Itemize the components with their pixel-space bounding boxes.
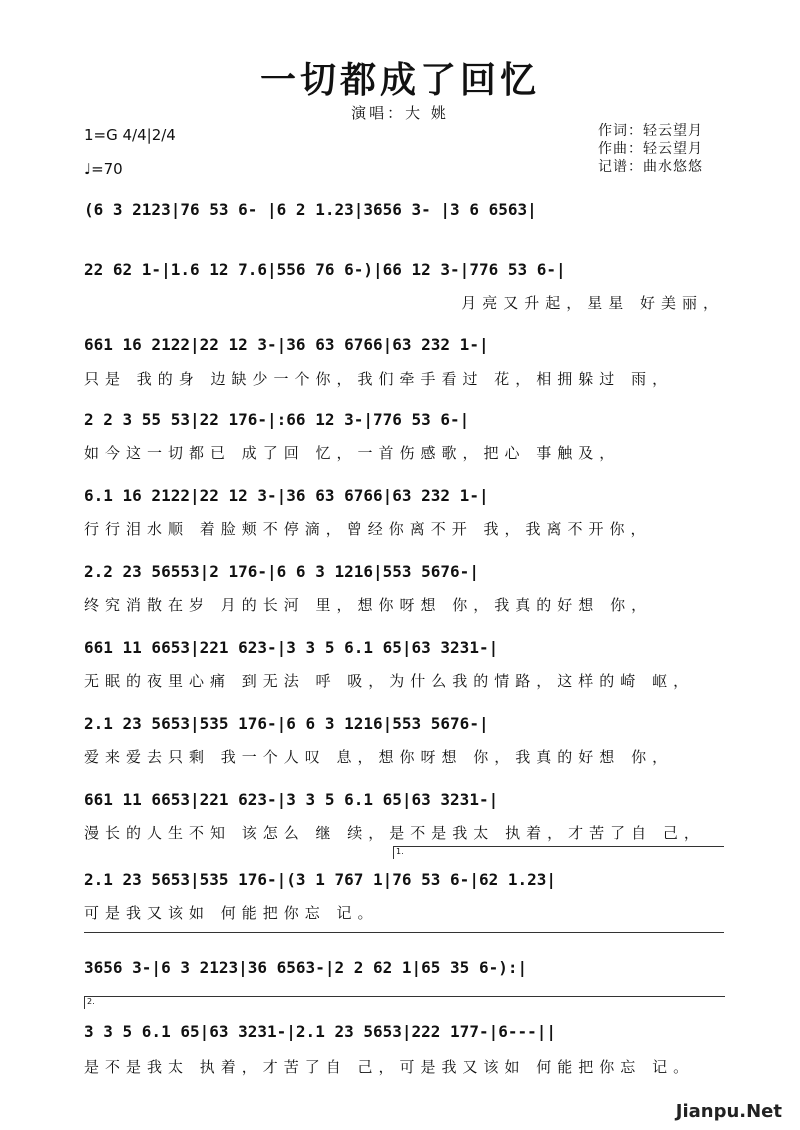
notation-row-6: 2.2 23 56553|2 176-|6 6 3 1216|553 5676-| — [84, 562, 479, 581]
lyric-row-6: 终究消散在岁 月的长河 里，想你呀想 你，我真的好想 你， — [84, 596, 653, 614]
song-title: 一切都成了回忆 — [259, 59, 540, 101]
lyric-row-12: 是不是我太 执着，才苦了自 己，可是我又该如 何能把你忘 记。 — [84, 1058, 695, 1076]
first-ending-bracket — [393, 846, 724, 859]
lyric-row-3: 只是 我的身 边缺少一个你，我们牵手看过 花，相拥躲过 雨， — [84, 370, 674, 388]
second-ending-label: 2. — [87, 997, 95, 1006]
site-watermark: Jianpu.Net — [675, 1101, 782, 1122]
notation-row-7: 661 11 6653|221 623-|3 3 5 6.1 65|63 3231-| — [84, 638, 499, 657]
notation-row-12: 3 3 5 6.1 65|63 3231-|2.1 23 5653|222 177-|6---|| — [84, 1022, 557, 1041]
lyricist-credit: 作词：轻云望月 — [598, 123, 703, 139]
lyric-row-7: 无眠的夜里心痛 到无法 呼 吸，为什么我的情路，这样的崎 岖， — [84, 672, 695, 690]
singer-credit: 演唱：大 姚 — [351, 104, 449, 122]
notation-row-10: 2.1 23 5653|535 176-|(3 1 767 1|76 53 6-|62 1.23| — [84, 870, 557, 889]
lyric-row-8: 爱来爱去只剩 我一个人叹 息，想你呀想 你，我真的好想 你， — [84, 748, 674, 766]
notation-row-2: 22 62 1-|1.6 12 7.6|556 76 6-)|66 12 3-|776 53 6-| — [84, 260, 566, 279]
notation-row-9: 661 11 6653|221 623-|3 3 5 6.1 65|63 3231-| — [84, 790, 499, 809]
lyric-row-9: 漫长的人生不知 该怎么 继 续，是不是我太 执着，才苦了自 己， — [84, 824, 705, 842]
notation-row-11: 3656 3-|6 3 2123|36 6563-|2 2 62 1|65 35 6-):| — [84, 958, 528, 977]
notation-row-8: 2.1 23 5653|535 176-|6 6 3 1216|553 5676-| — [84, 714, 489, 733]
credits-block — [598, 122, 703, 176]
key-signature: 1=G 4/4|2/4 — [84, 126, 176, 144]
first-ending-label: 1. — [396, 847, 404, 856]
lyric-row-5: 行行泪水顺 着脸颊不停滴，曾经你离不开 我，我离不开你， — [84, 520, 652, 538]
first-ending-continuation — [84, 932, 724, 945]
composer-credit: 作曲：轻云望月 — [598, 141, 703, 157]
notation-row-4: 2 2 3 55 53|22 176-|:66 12 3-|776 53 6-| — [84, 410, 470, 429]
tempo-marking: ♩=70 — [84, 160, 123, 178]
lyric-row-10: 可是我又该如 何能把你忘 记。 — [84, 904, 379, 922]
second-ending-bracket — [84, 996, 725, 1009]
transcriber-credit: 记谱：曲水悠悠 — [598, 159, 703, 175]
lyric-row-4: 如今这一切都已 成了回 忆，一首伤感歌，把心 事触及， — [84, 444, 621, 462]
notation-row-3: 661 16 2122|22 12 3-|36 63 6766|63 232 1-| — [84, 335, 489, 354]
lyric-row-2: 月亮又升起，星星 好美丽， — [461, 294, 724, 312]
notation-row-1: (6 3 2123|76 53 6- |6 2 1.23|3656 3- |3 6 6563| — [84, 200, 537, 219]
notation-row-5: 6.1 16 2122|22 12 3-|36 63 6766|63 232 1-| — [84, 486, 489, 505]
